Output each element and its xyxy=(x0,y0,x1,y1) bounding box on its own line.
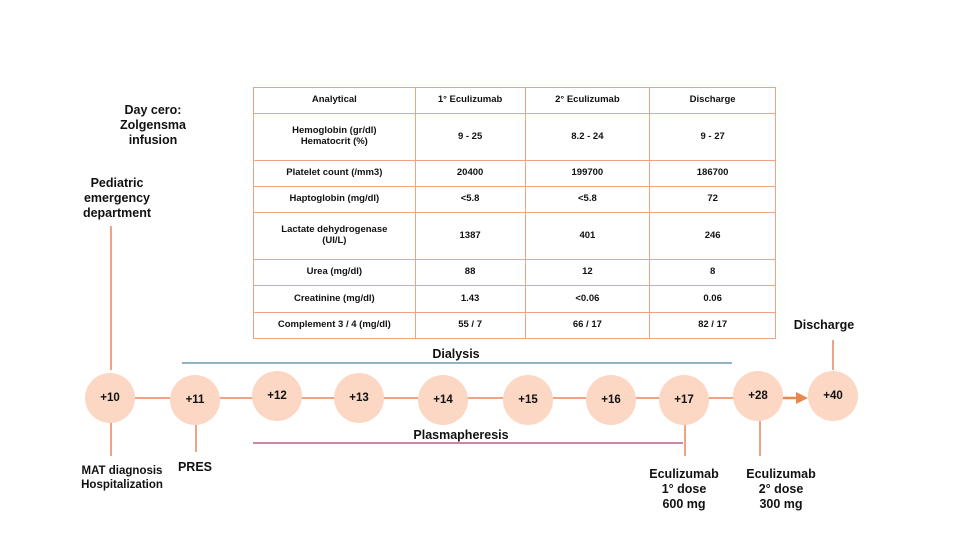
table-cell: 186700 xyxy=(650,161,776,187)
table-cell: Complement 3 / 4 (mg/dl) xyxy=(254,312,416,338)
table-cell: 199700 xyxy=(525,161,650,187)
table-cell: 20400 xyxy=(415,161,525,187)
timeline-node-10: +10 xyxy=(85,373,135,423)
timeline-node-17: +17 xyxy=(659,375,709,425)
day-zero-label: Day cero: Zolgensma infusion xyxy=(120,103,186,147)
table-header-cell: 1° Eculizumab xyxy=(415,88,525,114)
timeline-node-13: +13 xyxy=(334,373,384,423)
timeline-node-16: +16 xyxy=(586,375,636,425)
table-cell: 55 / 7 xyxy=(415,312,525,338)
eculizumab-second-dose-label: Eculizumab 2° dose 300 mg xyxy=(746,467,816,511)
table-cell: Hemoglobin (gr/dl) Hematocrit (%) xyxy=(254,114,416,161)
table-cell: 401 xyxy=(525,213,650,260)
table-cell: 88 xyxy=(415,260,525,286)
table-cell: 9 - 25 xyxy=(415,114,525,161)
timeline-arrow-icon xyxy=(780,390,810,406)
table-cell: 0.06 xyxy=(650,286,776,312)
mat-diagnosis-label: MAT diagnosis Hospitalization xyxy=(81,465,163,491)
table-cell: 8.2 - 24 xyxy=(525,114,650,161)
lab-results-table xyxy=(253,87,776,339)
table-cell: 1387 xyxy=(415,213,525,260)
table-row xyxy=(254,213,776,260)
timeline-node-11: +11 xyxy=(170,375,220,425)
discharge-label: Discharge xyxy=(793,318,855,332)
table-cell: <0.06 xyxy=(525,286,650,312)
plasmapheresis-label: Plasmapheresis xyxy=(413,428,509,442)
timeline-node-15: +15 xyxy=(503,375,553,425)
timeline-node-28: +28 xyxy=(733,371,783,421)
table-row xyxy=(254,286,776,312)
pediatric-emergency-label: Pediatric emergency department xyxy=(82,176,152,220)
table-cell: Urea (mg/dl) xyxy=(254,260,416,286)
plasmapheresis-bar xyxy=(253,442,683,444)
table-cell: Lactate dehydrogenase (UI/L) xyxy=(254,213,416,260)
timeline-node-14: +14 xyxy=(418,375,468,425)
table-cell: Haptoglobin (mg/dl) xyxy=(254,187,416,213)
table-cell: 8 xyxy=(650,260,776,286)
table-row xyxy=(254,161,776,187)
table-cell: 72 xyxy=(650,187,776,213)
table-cell: 12 xyxy=(525,260,650,286)
table-row xyxy=(254,114,776,161)
table-header-row xyxy=(254,88,776,114)
table-row xyxy=(254,260,776,286)
connector-ecu1 xyxy=(684,420,686,456)
connector-pediatric xyxy=(110,226,112,370)
table-cell: 66 / 17 xyxy=(525,312,650,338)
dialysis-bar xyxy=(182,362,732,364)
connector-discharge xyxy=(832,340,834,370)
table-cell: <5.8 xyxy=(415,187,525,213)
timeline-node-40: +40 xyxy=(808,371,858,421)
eculizumab-first-dose-label: Eculizumab 1° dose 600 mg xyxy=(649,467,719,511)
table-cell: 82 / 17 xyxy=(650,312,776,338)
table-cell: <5.8 xyxy=(525,187,650,213)
pres-label: PRES xyxy=(177,460,213,474)
table-cell: 1.43 xyxy=(415,286,525,312)
table-cell: 246 xyxy=(650,213,776,260)
table-header-cell: Analytical xyxy=(254,88,416,114)
dialysis-label: Dialysis xyxy=(432,347,480,361)
connector-ecu2 xyxy=(759,420,761,456)
table-cell: 9 - 27 xyxy=(650,114,776,161)
timeline-node-12: +12 xyxy=(252,371,302,421)
table-row xyxy=(254,187,776,213)
table-row xyxy=(254,312,776,338)
table-cell: Creatinine (mg/dl) xyxy=(254,286,416,312)
connector-mat xyxy=(110,420,112,456)
table-header-cell: 2° Eculizumab xyxy=(525,88,650,114)
table-header-cell: Discharge xyxy=(650,88,776,114)
table-cell: Platelet count (/mm3) xyxy=(254,161,416,187)
